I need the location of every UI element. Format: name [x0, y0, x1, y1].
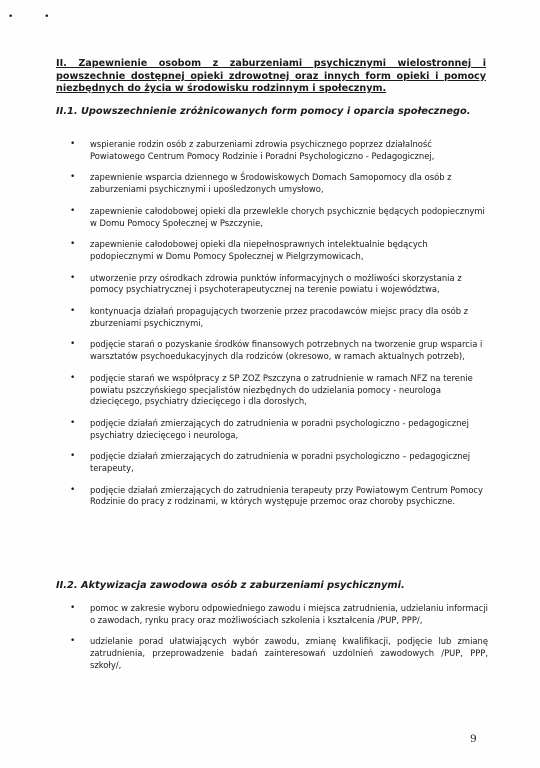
list-item [56, 451, 488, 474]
bullet-icon: • [70, 603, 76, 613]
subsection-title: II.2. Aktywizacja zawodowa osób z zaburzeniami psychicznymi. [56, 580, 405, 591]
list-item-text: podjęcie działań zmierzających do zatrudnienia w poradni psychologiczno - pedagogicznej psychiatry dziecięcego i neurologa, [90, 417, 469, 440]
list-item [56, 339, 488, 362]
bullet-icon: • [70, 272, 76, 283]
list-item [56, 636, 488, 671]
list-item [56, 603, 488, 626]
page-number: 9 [470, 733, 477, 745]
subsection-title: II.1. Upowszechnienie zróżnicowanych form pomocy i oparcia społecznego. [56, 106, 471, 117]
list-item [56, 273, 488, 296]
section-heading: II. Zapewnienie osobom z zaburzeniami psychicznymi wielostronnej i powszechnie dostępnej opieki zdrowotnej oraz innych form opieki i pomocy niezbędnych do życia w środowisku rodzinnym i społecznym. [56, 58, 486, 94]
bullet-icon: • [70, 451, 76, 462]
list-item [56, 239, 488, 262]
list-item-text: pomoc w zakresie wyboru odpowiedniego zawodu i miejsca zatrudnienia, udzielaniu informacji o zawodach, rynku pracy oraz możliwościach szkolenia i kształcenia /PUP, PPP/, [90, 603, 488, 625]
bullet-icon: • [70, 205, 76, 216]
list-item [56, 139, 488, 162]
bullet-icon: • [70, 417, 76, 428]
list-item-text: zapewnienie całodobowej opieki dla przewlekle chorych psychicznie będących podopiecznymi w Domu Pomocy Społecznej w Pszczynie, [90, 205, 485, 228]
bullet-icon: • [70, 306, 76, 317]
bullet-icon: • [70, 139, 76, 149]
bullet-icon: • [70, 339, 76, 350]
bullet-icon: • [70, 172, 76, 183]
list-item [56, 206, 488, 229]
list-item [56, 306, 488, 329]
list-item [56, 172, 488, 195]
list-item-text: podjęcie starań o pozyskanie środków finansowych potrzebnych na tworzenie grup wsparcia i warsztatów psychoedukacyjnych dla rodziców (okresowo, w ramach aktualnych potrzeb), [90, 339, 483, 362]
list-item-text: udzielanie porad ułatwiających wybór zawodu, zmianę kwalifikacji, podjęcie lub zmianę zatrudnienia, przeprowadzenie badań zainteresowań uzdolnień zawodowych /PUP, PPP, szkoły/, [90, 636, 488, 670]
list-item-text: zapewnienie wsparcia dziennego w Środowiskowych Domach Samopomocy dla osób z zaburzeniami psychicznymi i upośledzonych umysłowo, [90, 172, 452, 195]
list-item-text: podjęcie działań zmierzających do zatrudnienia terapeuty przy Powiatowym Centrum Pomocy Rodzinie do pracy z rodzinami, w których występuje przemoc oraz choroby psychiczne. [90, 484, 483, 507]
list-item [56, 485, 488, 508]
list-item-text: wspieranie rodzin osób z zaburzeniami zdrowia psychicznego poprzez działalność Powiatowego Centrum Pomocy Rodzinie i Poradni Psychologiczno - Pedagogicznej, [90, 139, 435, 161]
list-item-text: podjęcie starań we współpracy z SP ZOZ Pszczyna o zatrudnienie w ramach NFZ na terenie powiatu pszczyńskiego specjalistów niezbędnych do udzielania pomocy - neurologa dziecięcego, psychiatry dziecięcego i dla dorosłych, [90, 372, 473, 407]
list-item [56, 418, 488, 441]
top-marks: • • [8, 12, 64, 22]
bullet-list [56, 139, 488, 508]
bullet-icon: • [70, 372, 76, 383]
bullet-icon: • [70, 636, 76, 647]
bullet-icon: • [70, 484, 76, 495]
bullet-list [56, 603, 488, 672]
list-item [56, 373, 488, 408]
bullet-icon: • [70, 239, 76, 250]
list-item-text: zapewnienie całodobowej opieki dla niepełnosprawnych intelektualnie będących podopiecznymi w Domu Pomocy Społecznej w Pielgrzymowicach, [90, 239, 428, 261]
list-item-text: kontynuacja działań propagujących tworzenie przez pracodawców miejsc pracy dla osób z zburzeniami psychicznymi, [90, 306, 469, 328]
list-item-text: podjęcie działań zmierzających do zatrudnienia w poradni psychologiczno – pedagogicznej terapeuty, [90, 451, 471, 474]
list-item-text: utworzenie przy ośrodkach zdrowia punktów informacyjnych o możliwości skorzystania z pomocy psychiatrycznej i psychoterapeutycznej na terenie powiatu i województwa, [90, 272, 462, 295]
